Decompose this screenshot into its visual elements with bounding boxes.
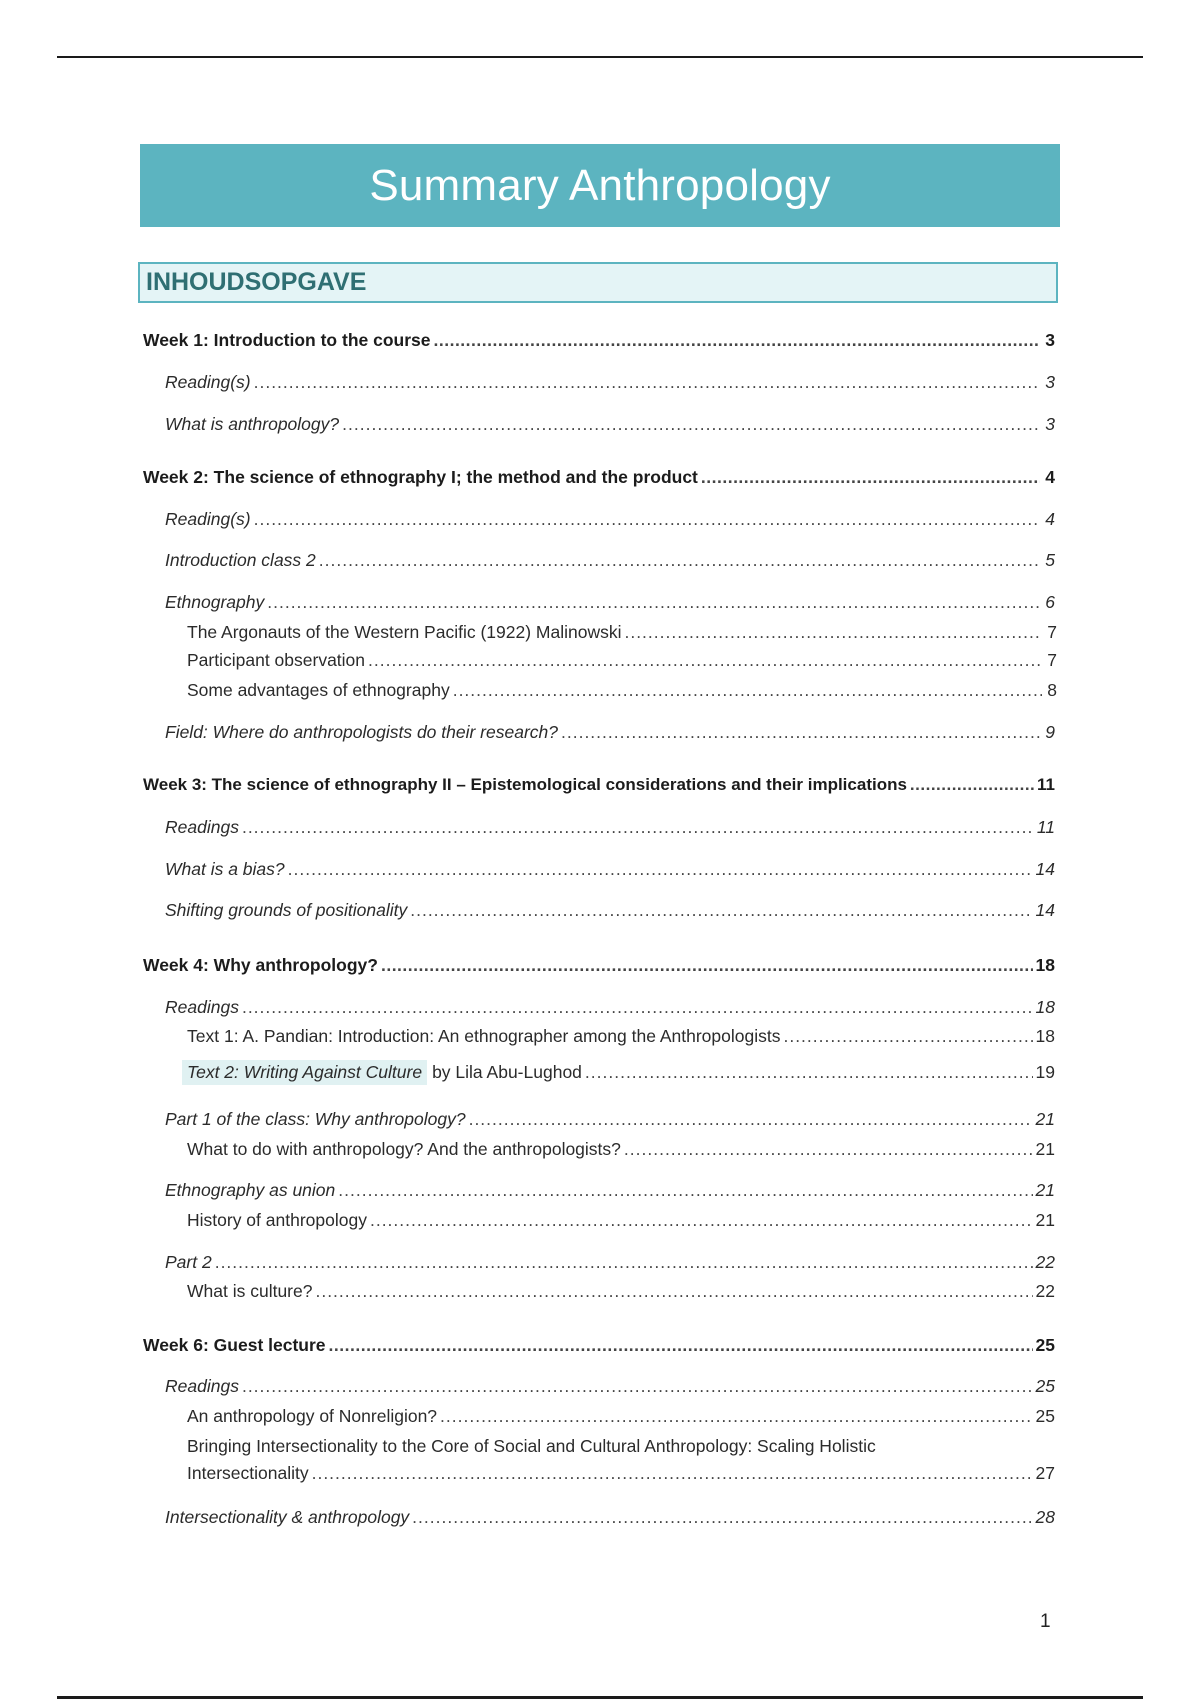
toc-entry-positionality[interactable] [165,900,1055,921]
toc-page-number: 7 [1047,622,1057,642]
toc-page-number: 21 [1035,1180,1055,1200]
toc-leader-dots [215,1252,1033,1273]
toc-leader-dots [338,1180,1032,1201]
toc-entry-highlighted-label: Text 2: Writing Against Culture [182,1060,427,1085]
toc-entry-label: Ethnography as union [165,1180,336,1200]
toc-entry-advantages-ethnography[interactable] [187,680,1057,701]
toc-entry-label-continued: Intersectionality [187,1463,309,1483]
toc-leader-dots [242,1376,1033,1397]
toc-leader-dots [319,550,1040,571]
toc-entry-label: What to do with anthropology? And the anthropologists? [187,1139,621,1159]
toc-page-number: 4 [1045,509,1055,529]
toc-page-number: 21 [1035,1109,1055,1129]
toc-entry-label: Introduction class 2 [165,550,316,570]
toc-page-number: 25 [1035,1376,1055,1396]
toc-entry-label: The Argonauts of the Western Pacific (1922) Malinowski [187,622,622,642]
toc-entry-continuation [187,1463,1055,1484]
toc-entry-nonreligion[interactable] [187,1406,1055,1427]
toc-leader-dots [585,1062,1033,1083]
toc-page-number: 18 [1035,997,1055,1017]
toc-page-number: 8 [1047,680,1057,700]
toc-page-number: 9 [1045,722,1055,742]
toc-entry-label: What is anthropology? [165,414,340,434]
toc-page-number: 25 [1035,1406,1055,1426]
toc-entry-label: History of anthropology [187,1210,367,1230]
toc-leader-dots [440,1406,1032,1427]
toc-leader-dots [267,592,1040,613]
toc-leader-dots [561,722,1040,743]
toc-entry-what-is-anthropology[interactable] [165,414,1055,435]
toc-entry-ethnography-as-union[interactable] [165,1180,1055,1201]
toc-entry-label: Part 1 of the class: Why anthropology? [165,1109,466,1129]
toc-page-number: 21 [1035,1139,1055,1159]
toc-entry-label: Readings [165,1376,239,1396]
toc-entry-readings-w4[interactable] [165,997,1055,1018]
toc-leader-dots [342,414,1040,435]
toc-page-number: 6 [1045,592,1055,612]
toc-page-number: 3 [1045,414,1055,434]
toc-leader-dots [288,859,1033,880]
toc-entry-week-6[interactable] [143,1335,1055,1356]
toc-entry-label: Participant observation [187,650,366,670]
toc-entry-label: Some advantages of ethnography [187,680,450,700]
toc-leader-dots [254,372,1040,393]
toc-page-number: 21 [1035,1210,1055,1230]
toc-page-number: 5 [1045,550,1055,570]
toc-leader-dots [412,1507,1032,1528]
toc-page-number: 18 [1035,955,1055,975]
toc-leader-dots [469,1109,1033,1130]
toc-heading: INHOUDSOPGAVE [138,262,1058,303]
toc-entry-readings-w6[interactable] [165,1376,1055,1397]
toc-entry-label: Part 2 [165,1252,212,1272]
toc-leader-dots [701,467,1040,488]
toc-leader-dots [242,817,1034,838]
toc-entry-label: Field: Where do anthropologists do their research? [165,722,558,742]
toc-leader-dots [434,330,1041,351]
toc-entry-what-is-culture[interactable] [187,1281,1055,1302]
toc-entry-label: Bringing Intersectionality to the Core of Social and Cultural Anthropology: Scaling Holistic [187,1436,876,1456]
toc-entry-week-2[interactable] [143,467,1055,488]
toc-leader-dots [329,1335,1033,1356]
toc-entry-label: Text 1: A. Pandian: Introduction: An ethnographer among the Anthropologists [187,1026,781,1046]
toc-page-number: 27 [1035,1463,1055,1483]
toc-page-number: 3 [1045,372,1055,392]
toc-leader-dots [312,1463,1033,1484]
toc-page-number: 14 [1035,859,1055,879]
toc-entry-week-3[interactable] [143,775,1055,795]
toc-leader-dots [624,622,1042,643]
toc-entry-introduction-class-2[interactable] [165,550,1055,571]
toc-entry-label: Readings [165,817,239,837]
toc-entry-label: What is a bias? [165,859,285,879]
toc-entry-label: Ethnography [165,592,265,612]
toc-leader-dots [624,1139,1033,1160]
toc-entry-label: An anthropology of Nonreligion? [187,1406,438,1426]
page-number: 1 [1040,1611,1051,1632]
toc-entry-label: Readings [165,997,239,1017]
toc-entry-what-is-a-bias[interactable] [165,859,1055,880]
toc-leader-dots [370,1210,1033,1231]
toc-entry-label: Intersectionality & anthropology [165,1507,410,1527]
toc-entry-field[interactable] [165,722,1055,743]
toc-entry-text-1-pandian[interactable] [187,1026,1055,1047]
toc-page-number: 14 [1035,900,1055,920]
toc-page-number: 28 [1035,1507,1055,1527]
toc-leader-dots [315,1281,1032,1302]
toc-leader-dots [783,1026,1032,1047]
toc-entry-history-of-anthropology[interactable] [187,1210,1055,1231]
header-rule [57,56,1143,58]
toc-entry-label: Reading(s) [165,372,251,392]
toc-entry-label: Reading(s) [165,509,251,529]
toc-entry-label: Week 2: The science of ethnography I; the method and the product [143,467,698,487]
toc-entry-part-1-class[interactable] [165,1109,1055,1130]
toc-page-number: 3 [1045,330,1055,350]
toc-entry-readings-w3[interactable] [165,817,1055,838]
toc-leader-dots [242,997,1033,1018]
footer-rule [57,1696,1143,1699]
toc-page-number: 22 [1035,1281,1055,1301]
toc-entry-label: by Lila Abu-Lughod [432,1062,582,1082]
toc-page-number: 19 [1035,1062,1055,1082]
toc-entry-participant-observation[interactable] [187,650,1057,671]
toc-page-number: 22 [1035,1252,1055,1272]
toc-entry-readings-w1[interactable] [165,372,1055,393]
toc-entry-label: Week 3: The science of ethnography II – Epistemological considerations and their implications [143,775,907,794]
toc-entry-argonauts[interactable] [187,622,1057,643]
toc-page-number: 18 [1035,1026,1055,1046]
toc-entry-ethnography[interactable] [165,592,1055,613]
toc-page-number: 7 [1047,650,1057,670]
toc-entry-label: Week 1: Introduction to the course [143,330,431,350]
toc-leader-dots [910,775,1034,795]
toc-leader-dots [368,650,1042,671]
toc-page-number: 25 [1035,1335,1055,1355]
toc-leader-dots [254,509,1040,530]
toc-entry-label: Shifting grounds of positionality [165,900,408,920]
toc-entry-week-4[interactable] [143,955,1055,976]
toc-leader-dots [453,680,1042,701]
toc-entry-part-2[interactable] [165,1252,1055,1273]
toc-entry-readings-w2[interactable] [165,509,1055,530]
toc-entry-text-2-writing-against-culture[interactable] [187,1060,1055,1085]
toc-page-number: 11 [1036,817,1055,837]
toc-entry-bringing-intersectionality[interactable] [187,1436,1055,1484]
toc-page-number: 11 [1037,775,1055,794]
toc-page-number: 4 [1045,467,1055,487]
toc-entry-intersectionality-anthropology[interactable] [165,1507,1055,1528]
toc-entry-label: Week 6: Guest lecture [143,1335,326,1355]
toc-entry-label: What is culture? [187,1281,313,1301]
document-title: Summary Anthropology [140,144,1060,227]
toc-entry-what-to-do-with-anthropology[interactable] [187,1139,1055,1160]
toc-entry-label: Week 4: Why anthropology? [143,955,378,975]
toc-leader-dots [381,955,1033,976]
toc-entry-week-1[interactable] [143,330,1055,351]
toc-leader-dots [410,900,1032,921]
